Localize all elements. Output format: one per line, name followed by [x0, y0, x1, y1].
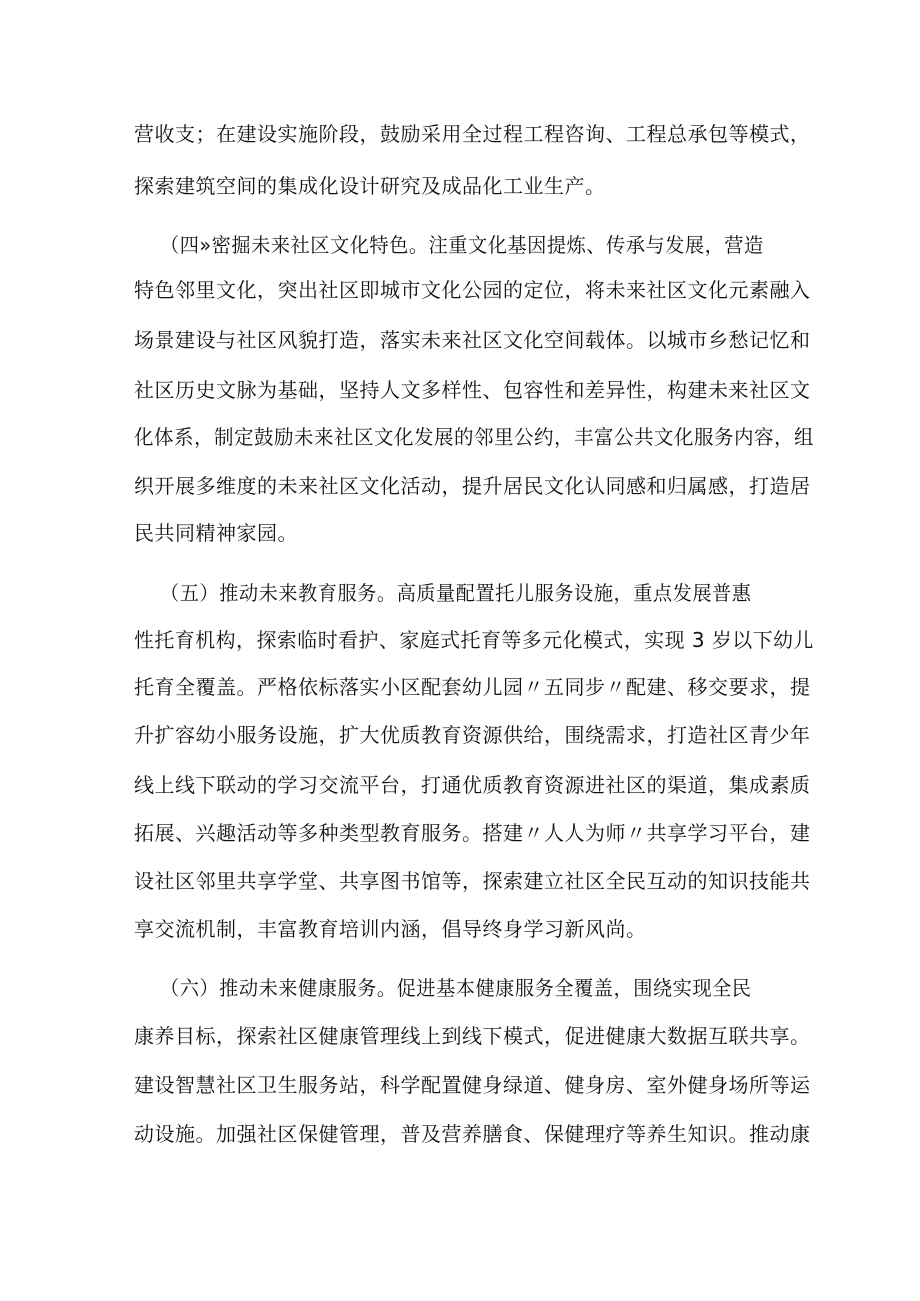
text-line: 享交流机制，丰富教育培训内涵，倡导终身学习新风尚。: [134, 917, 647, 941]
text-line: 设社区邻里共享学堂、共享图书馆等，探索建立社区全民互动的知识技能共: [134, 869, 811, 893]
text-line: 康养目标，探索社区健康管理线上到线下模式，促进健康大数据互联共享。: [134, 1024, 811, 1048]
text-line: 特色邻里文化，突出社区即城市文化公园的定位，将未来社区文化元素融入: [134, 278, 811, 302]
text-line: 动设施。加强社区保健管理，普及营养膳食、保健理疗等养生知识。推动康: [134, 1122, 811, 1146]
text-line: 场景建设与社区风貌打造，落实未来社区文化空间载体。以城市乡愁记忆和: [134, 328, 811, 352]
text-line: 社区历史文脉为基础，坚持人文多样性、包容性和差异性，构建未来社区文: [134, 378, 811, 402]
text-line: 建设智慧社区卫生服务站，科学配置健身绿道、健身房、室外健身场所等运: [134, 1073, 811, 1097]
text-line: 营收支；在建设实施阶段，鼓励采用全过程工程咨询、工程总承包等模式，: [134, 122, 811, 146]
paragraph-heading-line: （五）推动未来教育服务。高质量配置托儿服务设施，重点发展普惠: [160, 581, 752, 605]
text-line: 拓展、兴趣活动等多种类型教育服务。搭建〃人人为师〃共享学习平台，建: [134, 821, 811, 845]
text-line: 化体系，制定鼓励未来社区文化发展的邻里公约，丰富公共文化服务内容，组: [134, 425, 814, 449]
text-line: 性托育机构，探索临时看护、家庭式托育等多元化模式，实现 3 岁以下幼儿: [134, 628, 814, 652]
paragraph-heading-line: （四»密掘未来社区文化特色。注重文化基因提炼、传承与发展，营造: [160, 233, 764, 257]
paragraph-heading-line: （六）推动未来健康服务。促进基本健康服务全覆盖，围绕实现全民: [160, 976, 752, 1000]
text-line: 线上线下联动的学习交流平台，打通优质教育资源进社区的渠道，集成素质: [134, 773, 811, 797]
text-line: 升扩容幼小服务设施，扩大优质教育资源供给，围绕需求，打造社区青少年: [134, 723, 811, 747]
text-line: 探索建筑空间的集成化设计研究及成品化工业生产。: [134, 174, 606, 198]
text-line: 织开展多维度的未来社区文化活动，提升居民文化认同感和归属感，打造居: [134, 474, 811, 498]
text-line: 民共同精神家园。: [134, 521, 298, 545]
text-line: 托育全覆盖。严格依标落实小区配套幼儿园〃五同步〃配建、移交要求，提: [134, 675, 811, 699]
